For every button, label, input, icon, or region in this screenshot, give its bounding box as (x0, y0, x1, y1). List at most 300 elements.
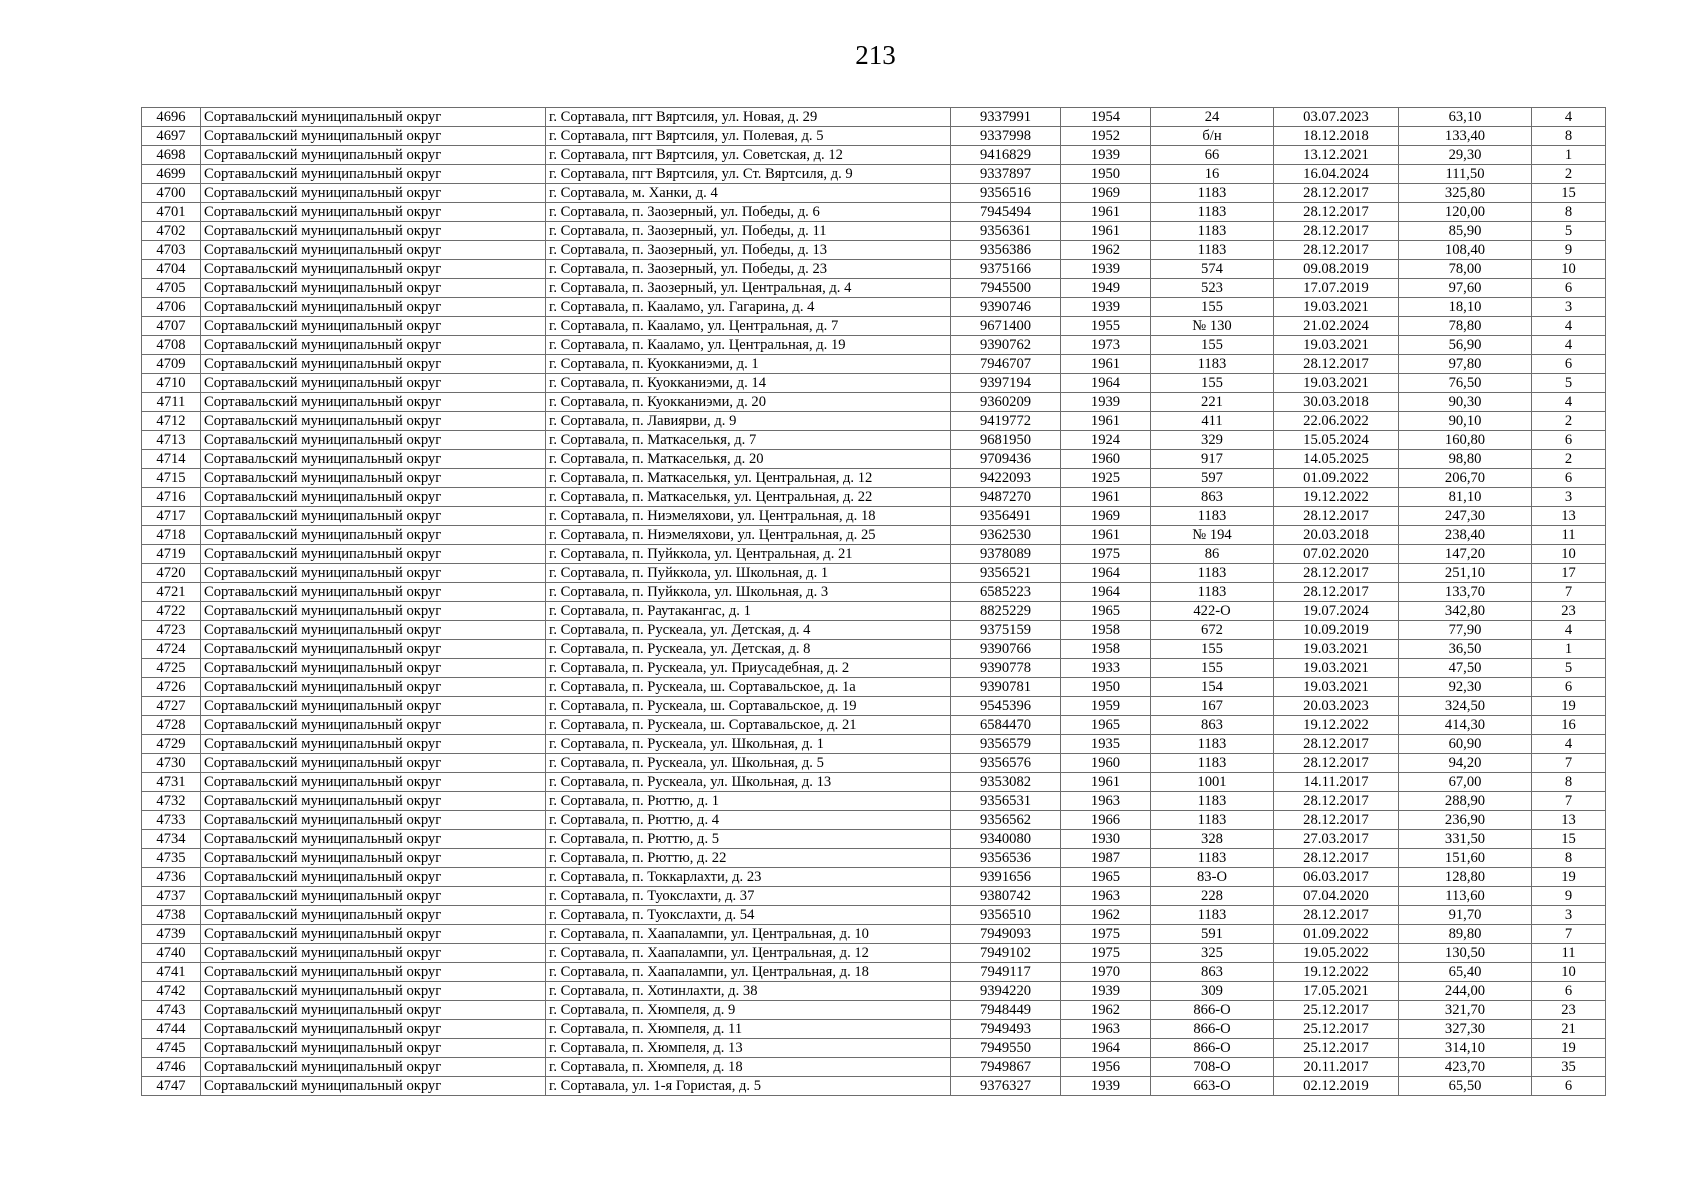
table-row (142, 450, 1606, 469)
municipality-cell: Сортавальский муниципальный округ (201, 222, 546, 241)
address-cell: г. Сортавала, п. Хаапалампи, ул. Центральная, д. 10 (546, 925, 951, 944)
row-number-cell: 4740 (142, 944, 201, 963)
year-cell: 1952 (1061, 127, 1151, 146)
address-cell: г. Сортавала, п. Хюмпеля, д. 13 (546, 1039, 951, 1058)
table-row (142, 735, 1606, 754)
date-cell: 22.06.2022 (1274, 412, 1399, 431)
area-cell: 160,80 (1399, 431, 1532, 450)
municipality-cell: Сортавальский муниципальный округ (201, 184, 546, 203)
area-cell: 327,30 (1399, 1020, 1532, 1039)
count-cell: 13 (1532, 507, 1606, 526)
date-cell: 19.12.2022 (1274, 716, 1399, 735)
date-cell: 19.12.2022 (1274, 488, 1399, 507)
count-cell: 16 (1532, 716, 1606, 735)
address-cell: г. Сортавала, п. Пуйккола, ул. Центральная, д. 21 (546, 545, 951, 564)
year-cell: 1961 (1061, 355, 1151, 374)
code-cell: 9356579 (951, 735, 1061, 754)
count-cell: 4 (1532, 735, 1606, 754)
row-number-cell: 4721 (142, 583, 201, 602)
area-cell: 321,70 (1399, 1001, 1532, 1020)
address-cell: г. Сортавала, п. Ниэмеляхови, ул. Центральная, д. 18 (546, 507, 951, 526)
table-row (142, 488, 1606, 507)
document-number-cell: 1183 (1151, 184, 1274, 203)
municipality-cell: Сортавальский муниципальный округ (201, 127, 546, 146)
document-number-cell: 591 (1151, 925, 1274, 944)
code-cell: 7949867 (951, 1058, 1061, 1077)
table-body (142, 108, 1606, 1096)
document-number-cell: 1001 (1151, 773, 1274, 792)
row-number-cell: 4710 (142, 374, 201, 393)
table-row (142, 963, 1606, 982)
municipality-cell: Сортавальский муниципальный округ (201, 279, 546, 298)
address-cell: г. Сортавала, п. Заозерный, ул. Победы, д. 13 (546, 241, 951, 260)
area-cell: 331,50 (1399, 830, 1532, 849)
year-cell: 1964 (1061, 374, 1151, 393)
code-cell: 6584470 (951, 716, 1061, 735)
count-cell: 4 (1532, 317, 1606, 336)
address-cell: г. Сортавала, пгт Вяртсиля, ул. Ст. Вяртсиля, д. 9 (546, 165, 951, 184)
row-number-cell: 4698 (142, 146, 201, 165)
count-cell: 7 (1532, 754, 1606, 773)
table-row (142, 298, 1606, 317)
municipality-cell: Сортавальский муниципальный округ (201, 336, 546, 355)
count-cell: 9 (1532, 887, 1606, 906)
date-cell: 19.07.2024 (1274, 602, 1399, 621)
row-number-cell: 4739 (142, 925, 201, 944)
municipality-cell: Сортавальский муниципальный округ (201, 488, 546, 507)
municipality-cell: Сортавальский муниципальный округ (201, 1001, 546, 1020)
code-cell: 9390781 (951, 678, 1061, 697)
address-cell: г. Сортавала, п. Куокканиэми, д. 14 (546, 374, 951, 393)
year-cell: 1970 (1061, 963, 1151, 982)
table-row (142, 887, 1606, 906)
year-cell: 1939 (1061, 1077, 1151, 1096)
year-cell: 1961 (1061, 203, 1151, 222)
area-cell: 133,40 (1399, 127, 1532, 146)
date-cell: 20.03.2023 (1274, 697, 1399, 716)
count-cell: 3 (1532, 906, 1606, 925)
table-row (142, 526, 1606, 545)
document-number-cell: № 194 (1151, 526, 1274, 545)
count-cell: 2 (1532, 165, 1606, 184)
code-cell: 9356491 (951, 507, 1061, 526)
row-number-cell: 4704 (142, 260, 201, 279)
table-row (142, 849, 1606, 868)
table-row (142, 1058, 1606, 1077)
code-cell: 9709436 (951, 450, 1061, 469)
year-cell: 1964 (1061, 583, 1151, 602)
table-row (142, 222, 1606, 241)
area-cell: 76,50 (1399, 374, 1532, 393)
count-cell: 4 (1532, 108, 1606, 127)
year-cell: 1961 (1061, 526, 1151, 545)
document-number-cell: 1183 (1151, 241, 1274, 260)
count-cell: 19 (1532, 1039, 1606, 1058)
address-cell: г. Сортавала, п. Рускеала, ш. Сортавальское, д. 1а (546, 678, 951, 697)
year-cell: 1969 (1061, 507, 1151, 526)
date-cell: 19.03.2021 (1274, 336, 1399, 355)
area-cell: 251,10 (1399, 564, 1532, 583)
document-number-cell: 328 (1151, 830, 1274, 849)
address-cell: г. Сортавала, п. Кааламо, ул. Центральная, д. 19 (546, 336, 951, 355)
row-number-cell: 4701 (142, 203, 201, 222)
municipality-cell: Сортавальский муниципальный округ (201, 849, 546, 868)
area-cell: 423,70 (1399, 1058, 1532, 1077)
document-number-cell: 1183 (1151, 564, 1274, 583)
document-number-cell: 155 (1151, 298, 1274, 317)
year-cell: 1925 (1061, 469, 1151, 488)
row-number-cell: 4715 (142, 469, 201, 488)
area-cell: 97,60 (1399, 279, 1532, 298)
code-cell: 9671400 (951, 317, 1061, 336)
count-cell: 5 (1532, 374, 1606, 393)
document-number-cell: 866-О (1151, 1020, 1274, 1039)
area-cell: 288,90 (1399, 792, 1532, 811)
count-cell: 35 (1532, 1058, 1606, 1077)
year-cell: 1961 (1061, 222, 1151, 241)
area-cell: 247,30 (1399, 507, 1532, 526)
address-cell: г. Сортавала, п. Маткаселькя, ул. Центральная, д. 12 (546, 469, 951, 488)
date-cell: 20.11.2017 (1274, 1058, 1399, 1077)
year-cell: 1958 (1061, 621, 1151, 640)
municipality-cell: Сортавальский муниципальный округ (201, 146, 546, 165)
date-cell: 19.03.2021 (1274, 678, 1399, 697)
area-cell: 29,30 (1399, 146, 1532, 165)
area-cell: 342,80 (1399, 602, 1532, 621)
address-cell: г. Сортавала, п. Хаапалампи, ул. Центральная, д. 18 (546, 963, 951, 982)
date-cell: 13.12.2021 (1274, 146, 1399, 165)
row-number-cell: 4705 (142, 279, 201, 298)
address-cell: г. Сортавала, п. Рускеала, ул. Школьная, д. 13 (546, 773, 951, 792)
row-number-cell: 4741 (142, 963, 201, 982)
municipality-cell: Сортавальский муниципальный округ (201, 982, 546, 1001)
code-cell: 9375166 (951, 260, 1061, 279)
year-cell: 1964 (1061, 564, 1151, 583)
area-cell: 151,60 (1399, 849, 1532, 868)
code-cell: 9378089 (951, 545, 1061, 564)
count-cell: 15 (1532, 830, 1606, 849)
code-cell: 7949117 (951, 963, 1061, 982)
date-cell: 20.03.2018 (1274, 526, 1399, 545)
table-row (142, 184, 1606, 203)
address-cell: г. Сортавала, пгт Вяртсиля, ул. Полевая, д. 5 (546, 127, 951, 146)
code-cell: 9356386 (951, 241, 1061, 260)
document-number-cell: 167 (1151, 697, 1274, 716)
area-cell: 111,50 (1399, 165, 1532, 184)
area-cell: 128,80 (1399, 868, 1532, 887)
date-cell: 28.12.2017 (1274, 583, 1399, 602)
row-number-cell: 4720 (142, 564, 201, 583)
municipality-cell: Сортавальский муниципальный округ (201, 602, 546, 621)
date-cell: 28.12.2017 (1274, 906, 1399, 925)
document-number-cell: 86 (1151, 545, 1274, 564)
date-cell: 28.12.2017 (1274, 735, 1399, 754)
document-number-cell: 411 (1151, 412, 1274, 431)
address-cell: г. Сортавала, ул. 1-я Гористая, д. 5 (546, 1077, 951, 1096)
year-cell: 1961 (1061, 412, 1151, 431)
count-cell: 1 (1532, 640, 1606, 659)
municipality-cell: Сортавальский муниципальный округ (201, 621, 546, 640)
area-cell: 56,90 (1399, 336, 1532, 355)
area-cell: 85,90 (1399, 222, 1532, 241)
date-cell: 19.03.2021 (1274, 374, 1399, 393)
count-cell: 6 (1532, 469, 1606, 488)
area-cell: 113,60 (1399, 887, 1532, 906)
municipality-cell: Сортавальский муниципальный округ (201, 450, 546, 469)
code-cell: 9545396 (951, 697, 1061, 716)
address-cell: г. Сортавала, п. Рускеала, ш. Сортавальское, д. 19 (546, 697, 951, 716)
municipality-cell: Сортавальский муниципальный округ (201, 754, 546, 773)
area-cell: 65,40 (1399, 963, 1532, 982)
year-cell: 1966 (1061, 811, 1151, 830)
count-cell: 6 (1532, 1077, 1606, 1096)
date-cell: 28.12.2017 (1274, 754, 1399, 773)
address-cell: г. Сортавала, п. Туокслахти, д. 37 (546, 887, 951, 906)
date-cell: 14.11.2017 (1274, 773, 1399, 792)
count-cell: 6 (1532, 431, 1606, 450)
count-cell: 10 (1532, 963, 1606, 982)
table-row (142, 1039, 1606, 1058)
row-number-cell: 4722 (142, 602, 201, 621)
row-number-cell: 4737 (142, 887, 201, 906)
row-number-cell: 4714 (142, 450, 201, 469)
count-cell: 9 (1532, 241, 1606, 260)
municipality-cell: Сортавальский муниципальный округ (201, 469, 546, 488)
code-cell: 9390778 (951, 659, 1061, 678)
address-cell: г. Сортавала, п. Кааламо, ул. Гагарина, д. 4 (546, 298, 951, 317)
table-row (142, 545, 1606, 564)
code-cell: 9356562 (951, 811, 1061, 830)
count-cell: 19 (1532, 868, 1606, 887)
row-number-cell: 4716 (142, 488, 201, 507)
municipality-cell: Сортавальский муниципальный округ (201, 317, 546, 336)
table-row (142, 374, 1606, 393)
municipality-cell: Сортавальский муниципальный округ (201, 203, 546, 222)
municipality-cell: Сортавальский муниципальный округ (201, 697, 546, 716)
row-number-cell: 4746 (142, 1058, 201, 1077)
count-cell: 3 (1532, 488, 1606, 507)
date-cell: 28.12.2017 (1274, 355, 1399, 374)
document-number-cell: 66 (1151, 146, 1274, 165)
municipality-cell: Сортавальский муниципальный округ (201, 659, 546, 678)
address-cell: г. Сортавала, п. Куокканиэми, д. 1 (546, 355, 951, 374)
document-number-cell: 672 (1151, 621, 1274, 640)
date-cell: 28.12.2017 (1274, 792, 1399, 811)
count-cell: 4 (1532, 393, 1606, 412)
count-cell: 8 (1532, 203, 1606, 222)
area-cell: 90,30 (1399, 393, 1532, 412)
row-number-cell: 4703 (142, 241, 201, 260)
code-cell: 9353082 (951, 773, 1061, 792)
row-number-cell: 4699 (142, 165, 201, 184)
area-cell: 133,70 (1399, 583, 1532, 602)
table-row (142, 317, 1606, 336)
row-number-cell: 4696 (142, 108, 201, 127)
document-number-cell: 155 (1151, 374, 1274, 393)
document-number-cell: № 130 (1151, 317, 1274, 336)
year-cell: 1975 (1061, 944, 1151, 963)
document-number-cell: 708-О (1151, 1058, 1274, 1077)
address-cell: г. Сортавала, п. Рускеала, ул. Детская, д. 4 (546, 621, 951, 640)
date-cell: 27.03.2017 (1274, 830, 1399, 849)
date-cell: 16.04.2024 (1274, 165, 1399, 184)
area-cell: 91,70 (1399, 906, 1532, 925)
document-number-cell: 309 (1151, 982, 1274, 1001)
municipality-cell: Сортавальский муниципальный округ (201, 260, 546, 279)
date-cell: 02.12.2019 (1274, 1077, 1399, 1096)
date-cell: 03.07.2023 (1274, 108, 1399, 127)
address-cell: г. Сортавала, п. Рускеала, ул. Приусадебная, д. 2 (546, 659, 951, 678)
area-cell: 238,40 (1399, 526, 1532, 545)
address-cell: г. Сортавала, п. Пуйккола, ул. Школьная, д. 1 (546, 564, 951, 583)
year-cell: 1930 (1061, 830, 1151, 849)
date-cell: 28.12.2017 (1274, 184, 1399, 203)
year-cell: 1965 (1061, 602, 1151, 621)
year-cell: 1939 (1061, 260, 1151, 279)
document-number-cell: 1183 (1151, 507, 1274, 526)
area-cell: 67,00 (1399, 773, 1532, 792)
address-cell: г. Сортавала, п. Раутакангас, д. 1 (546, 602, 951, 621)
code-cell: 9337897 (951, 165, 1061, 184)
count-cell: 23 (1532, 1001, 1606, 1020)
table-row (142, 621, 1606, 640)
year-cell: 1954 (1061, 108, 1151, 127)
table-row (142, 431, 1606, 450)
year-cell: 1949 (1061, 279, 1151, 298)
area-cell: 78,00 (1399, 260, 1532, 279)
code-cell: 9356516 (951, 184, 1061, 203)
table-row (142, 640, 1606, 659)
count-cell: 13 (1532, 811, 1606, 830)
document-number-cell: 154 (1151, 678, 1274, 697)
row-number-cell: 4702 (142, 222, 201, 241)
address-cell: г. Сортавала, п. Ниэмеляхови, ул. Центральная, д. 25 (546, 526, 951, 545)
date-cell: 28.12.2017 (1274, 507, 1399, 526)
document-number-cell: 83-О (1151, 868, 1274, 887)
count-cell: 2 (1532, 450, 1606, 469)
table-row (142, 583, 1606, 602)
address-cell: г. Сортавала, п. Маткаселькя, ул. Центральная, д. 22 (546, 488, 951, 507)
area-cell: 325,80 (1399, 184, 1532, 203)
municipality-cell: Сортавальский муниципальный округ (201, 678, 546, 697)
document-number-cell: 597 (1151, 469, 1274, 488)
address-cell: г. Сортавала, п. Пуйккола, ул. Школьная, д. 3 (546, 583, 951, 602)
table-row (142, 906, 1606, 925)
table-row (142, 203, 1606, 222)
address-cell: г. Сортавала, п. Маткаселькя, д. 20 (546, 450, 951, 469)
date-cell: 28.12.2017 (1274, 811, 1399, 830)
count-cell: 6 (1532, 279, 1606, 298)
date-cell: 17.07.2019 (1274, 279, 1399, 298)
address-cell: г. Сортавала, п. Рускеала, ул. Детская, д. 8 (546, 640, 951, 659)
count-cell: 7 (1532, 925, 1606, 944)
address-cell: г. Сортавала, п. Заозерный, ул. Центральная, д. 4 (546, 279, 951, 298)
table-row (142, 165, 1606, 184)
municipality-cell: Сортавальский муниципальный округ (201, 583, 546, 602)
document-number-cell: 663-О (1151, 1077, 1274, 1096)
row-number-cell: 4711 (142, 393, 201, 412)
count-cell: 8 (1532, 773, 1606, 792)
municipality-cell: Сортавальский муниципальный округ (201, 906, 546, 925)
address-cell: г. Сортавала, п. Заозерный, ул. Победы, д. 23 (546, 260, 951, 279)
table-row (142, 355, 1606, 374)
document-number-cell: 1183 (1151, 203, 1274, 222)
document-number-cell: 155 (1151, 640, 1274, 659)
count-cell: 11 (1532, 944, 1606, 963)
date-cell: 06.03.2017 (1274, 868, 1399, 887)
year-cell: 1939 (1061, 393, 1151, 412)
date-cell: 10.09.2019 (1274, 621, 1399, 640)
code-cell: 9390762 (951, 336, 1061, 355)
municipality-cell: Сортавальский муниципальный округ (201, 412, 546, 431)
code-cell: 9416829 (951, 146, 1061, 165)
table-row (142, 1020, 1606, 1039)
code-cell: 9356361 (951, 222, 1061, 241)
row-number-cell: 4717 (142, 507, 201, 526)
row-number-cell: 4706 (142, 298, 201, 317)
code-cell: 9362530 (951, 526, 1061, 545)
date-cell: 18.12.2018 (1274, 127, 1399, 146)
count-cell: 10 (1532, 545, 1606, 564)
municipality-cell: Сортавальский муниципальный округ (201, 298, 546, 317)
address-cell: г. Сортавала, п. Хотинлахти, д. 38 (546, 982, 951, 1001)
count-cell: 23 (1532, 602, 1606, 621)
table-row (142, 792, 1606, 811)
municipality-cell: Сортавальский муниципальный округ (201, 1077, 546, 1096)
code-cell: 9390746 (951, 298, 1061, 317)
date-cell: 19.03.2021 (1274, 298, 1399, 317)
count-cell: 4 (1532, 336, 1606, 355)
date-cell: 19.12.2022 (1274, 963, 1399, 982)
document-number-cell: 1183 (1151, 222, 1274, 241)
municipality-cell: Сортавальский муниципальный округ (201, 792, 546, 811)
year-cell: 1975 (1061, 925, 1151, 944)
municipality-cell: Сортавальский муниципальный округ (201, 773, 546, 792)
area-cell: 324,50 (1399, 697, 1532, 716)
row-number-cell: 4745 (142, 1039, 201, 1058)
address-cell: г. Сортавала, п. Рускеала, ул. Школьная, д. 1 (546, 735, 951, 754)
document-number-cell: 1183 (1151, 849, 1274, 868)
municipality-cell: Сортавальский муниципальный округ (201, 1020, 546, 1039)
row-number-cell: 4708 (142, 336, 201, 355)
year-cell: 1939 (1061, 146, 1151, 165)
code-cell: 7948449 (951, 1001, 1061, 1020)
document-number-cell: 155 (1151, 336, 1274, 355)
code-cell: 7949550 (951, 1039, 1061, 1058)
municipality-cell: Сортавальский муниципальный округ (201, 640, 546, 659)
area-cell: 98,80 (1399, 450, 1532, 469)
table-row (142, 773, 1606, 792)
count-cell: 7 (1532, 792, 1606, 811)
year-cell: 1963 (1061, 1020, 1151, 1039)
row-number-cell: 4709 (142, 355, 201, 374)
address-cell: г. Сортавала, п. Рускеала, ул. Школьная, д. 5 (546, 754, 951, 773)
area-cell: 18,10 (1399, 298, 1532, 317)
document-number-cell: 1183 (1151, 355, 1274, 374)
count-cell: 7 (1532, 583, 1606, 602)
document-number-cell: 24 (1151, 108, 1274, 127)
code-cell: 9360209 (951, 393, 1061, 412)
area-cell: 78,80 (1399, 317, 1532, 336)
document-number-cell: 422-О (1151, 602, 1274, 621)
address-cell: г. Сортавала, пгт Вяртсиля, ул. Советская, д. 12 (546, 146, 951, 165)
row-number-cell: 4743 (142, 1001, 201, 1020)
year-cell: 1939 (1061, 298, 1151, 317)
table-row (142, 412, 1606, 431)
area-cell: 90,10 (1399, 412, 1532, 431)
row-number-cell: 4724 (142, 640, 201, 659)
date-cell: 07.04.2020 (1274, 887, 1399, 906)
